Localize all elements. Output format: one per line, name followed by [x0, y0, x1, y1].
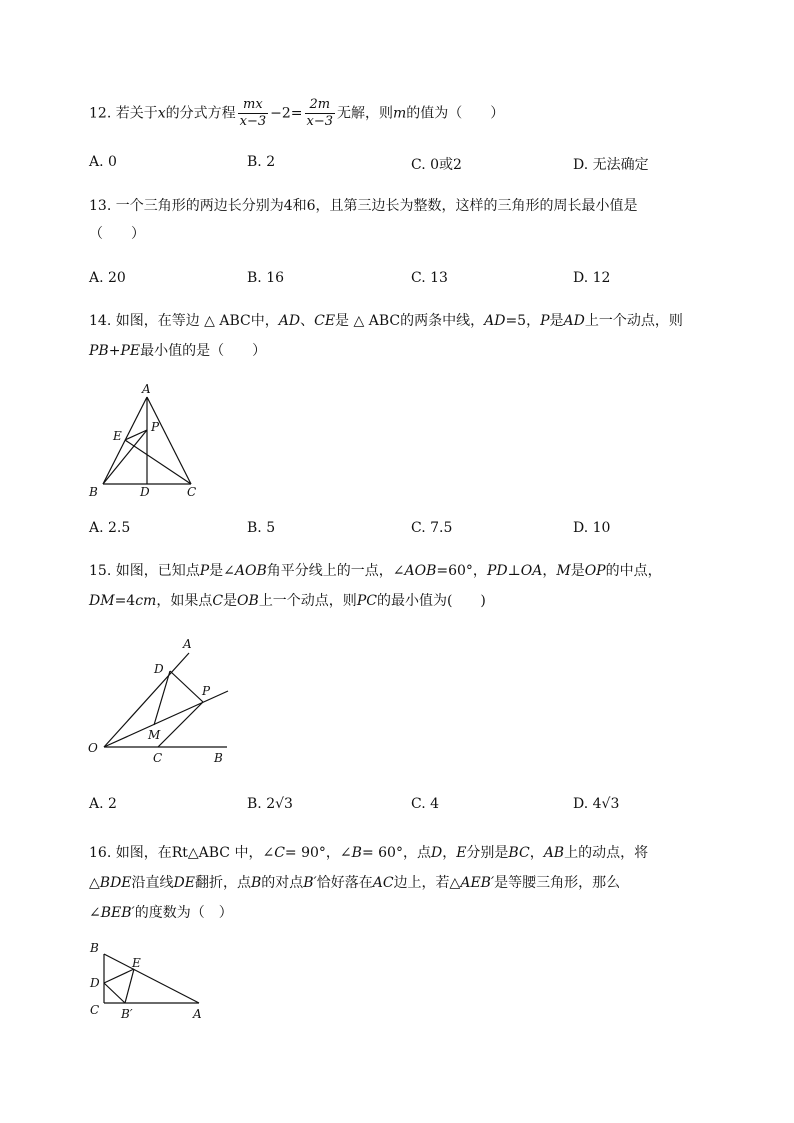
q16-t2f: B [250, 875, 262, 891]
q16-t1i: 分别是 [466, 845, 509, 861]
q14-label-b: B [89, 485, 98, 499]
q16-label-b: B [90, 941, 99, 955]
q16-t1d: B [351, 845, 362, 861]
q14-option-c[interactable]: C. 7.5 [411, 520, 453, 536]
q12-frac2-denominator: x−3 [306, 114, 333, 129]
q15-t1a: 15. 如图，已知点 [89, 563, 200, 579]
q16-t3b: BEB′ [100, 905, 135, 921]
q16-t2e: 翻折，点 [194, 875, 251, 891]
q15-t1o: 的中点， [605, 563, 662, 579]
q16-t1b: C [274, 845, 285, 861]
q14-t1h: P [540, 313, 550, 329]
q15-t1e: 角平分线上的一点，∠ [266, 563, 405, 579]
q14-label-d: D [140, 485, 150, 499]
q12-var-x: x [157, 105, 166, 122]
q16-t2i: 恰好落在 [316, 875, 373, 891]
q14-t1a: 14. 如图，在等边 △ ABC中， [89, 313, 279, 329]
q16-t2l: AEB′ [460, 875, 495, 891]
q15-t2a: DM [89, 593, 115, 609]
q14-t2a: PB [89, 343, 109, 359]
q16-segment-de [104, 969, 134, 983]
q16-t1j: BC [508, 845, 530, 861]
q14-label-c: C [187, 485, 197, 499]
q12-text-4: 的值为（ ） [406, 105, 505, 122]
q15-t1m: 是 [570, 563, 585, 579]
q15-t2d: ，如果点 [156, 593, 213, 609]
q14-t1g: =5， [505, 313, 541, 329]
q15-label-b: B [214, 751, 223, 765]
q15-t1i: ⊥ [507, 563, 521, 579]
q13-text-line-2: （ ） [89, 226, 145, 242]
q16-label-c: C [90, 1003, 100, 1017]
q16-t1f: D [430, 845, 443, 861]
q16-segment-eb1 [125, 969, 134, 1003]
q14-t2c: PE [120, 343, 141, 359]
q15-t1c: 是∠ [209, 563, 235, 579]
q15-t2c: cm [135, 593, 157, 609]
q14-option-d[interactable]: D. 10 [573, 520, 611, 536]
q16-t1m: 上的动点，将 [564, 845, 649, 861]
q15-t2g: OB [237, 593, 259, 609]
q14-t1c: 、 [300, 313, 315, 329]
q12-option-c[interactable]: C. 0或2 [411, 157, 462, 173]
q16-t2h: B′ [303, 875, 317, 891]
q12-var-m: m [393, 105, 407, 122]
q14-label-e: E [113, 429, 122, 443]
q14-option-a[interactable]: A. 2.5 [89, 520, 131, 536]
q12-frac1-numerator: mx [238, 97, 269, 114]
q16-t1g: ， [442, 845, 457, 861]
q16-label-b-prime: B′ [121, 1007, 133, 1021]
q13-option-b[interactable]: B. 16 [247, 270, 285, 286]
q14-t2d: 最小值的是（ ） [140, 343, 267, 359]
q16-t2k: 边上，若△ [393, 875, 461, 891]
q15-option-a[interactable]: A. 2 [89, 796, 117, 812]
q13-option-d[interactable]: D. 12 [573, 270, 611, 286]
q13-option-c[interactable]: C. 13 [411, 270, 448, 286]
q13-option-a[interactable]: A. 20 [89, 270, 126, 286]
q12-frac2-numerator: 2m [305, 97, 336, 114]
q14-t1b: AD [278, 313, 301, 329]
q12-text-2: 的分式方程 [165, 105, 236, 122]
q14-t1j: AD [563, 313, 585, 329]
q14-label-p: P [151, 420, 160, 434]
q12-option-d[interactable]: D. 无法确定 [573, 157, 649, 173]
q12-text-mid: −2= [270, 105, 303, 122]
q15-t1h: PD [486, 563, 508, 579]
q15-label-d: D [154, 662, 164, 676]
q15-t1n: OP [584, 563, 606, 579]
q15-option-d[interactable]: D. 4√3 [573, 796, 620, 812]
q16-t2g: 的对点 [261, 875, 304, 891]
q16-t3c: 的度数为（ ） [134, 905, 233, 921]
q15-option-c[interactable]: C. 4 [411, 796, 440, 812]
q15-t2j: 的最小值为( ) [376, 593, 486, 609]
q16-t1k: ， [529, 845, 544, 861]
q14-t2b: + [108, 343, 121, 359]
q14-t1d: CE [314, 313, 336, 329]
q14-t1i: 是 [549, 313, 564, 329]
q14-label-a: A [142, 382, 151, 396]
q15-t2f: 是 [223, 593, 238, 609]
q16-label-a: A [193, 1007, 202, 1021]
q16-label-d: D [90, 976, 100, 990]
q15-t1j: OA [520, 563, 543, 579]
q12-text-1: 12. 若关于 [89, 105, 158, 122]
q16-t2a: △ [89, 875, 100, 891]
q12-option-b[interactable]: B. 2 [247, 154, 276, 170]
q12-text-3: 无解，则 [337, 105, 393, 122]
q13-text-line-1: 13. 一个三角形的两边长分别为4和6，且第三边长为整数，这样的三角形的周长最小值是 [89, 198, 638, 214]
q16-t1h: E [456, 845, 467, 861]
q16-t1l: AB [543, 845, 565, 861]
q15-t1b: P [199, 563, 210, 579]
q14-t1f: AD [484, 313, 506, 329]
q15-t2b: =4 [114, 593, 136, 609]
q16-t3a: ∠ [89, 905, 101, 921]
q16-t2j: AC [372, 875, 394, 891]
q16-side-ab [104, 954, 199, 1003]
q12-option-a[interactable]: A. 0 [89, 154, 117, 170]
q15-option-b[interactable]: B. 2√3 [247, 796, 293, 812]
q16-segment-db1 [104, 983, 125, 1003]
q16-t2c: 沿直线 [131, 875, 174, 891]
q15-label-c: C [153, 751, 163, 765]
q15-t1l: M [556, 563, 571, 579]
q14-t1k: 上一个动点，则 [584, 313, 683, 329]
q15-label-a: A [183, 637, 192, 651]
q16-t2b: BDE [99, 875, 132, 891]
q16-t2d: DE [173, 875, 195, 891]
q15-label-p: P [202, 684, 211, 698]
q15-t1d: AOB [234, 563, 267, 579]
q15-t1k: ， [542, 563, 557, 579]
q14-t1e: 是 △ ABC的两条中线， [335, 313, 485, 329]
q16-t1e: = 60°，点 [361, 845, 431, 861]
q16-label-e: E [132, 956, 141, 970]
q14-option-b[interactable]: B. 5 [247, 520, 276, 536]
q16-t1c: = 90°，∠ [284, 845, 352, 861]
q15-t1g: =60°， [436, 563, 487, 579]
q15-t2i: PC [356, 593, 377, 609]
q15-t2e: C [212, 593, 224, 609]
q16-t1a: 16. 如图，在Rt△ABC 中，∠ [89, 845, 275, 861]
q15-t2h: 上一个动点，则 [258, 593, 357, 609]
q12-frac1-denominator: x−3 [239, 114, 267, 129]
q15-t1f: AOB [404, 563, 437, 579]
q15-label-o: O [88, 741, 98, 755]
q16-t2m: 是等腰三角形，那么 [494, 875, 621, 891]
q15-label-m: M [148, 728, 161, 742]
